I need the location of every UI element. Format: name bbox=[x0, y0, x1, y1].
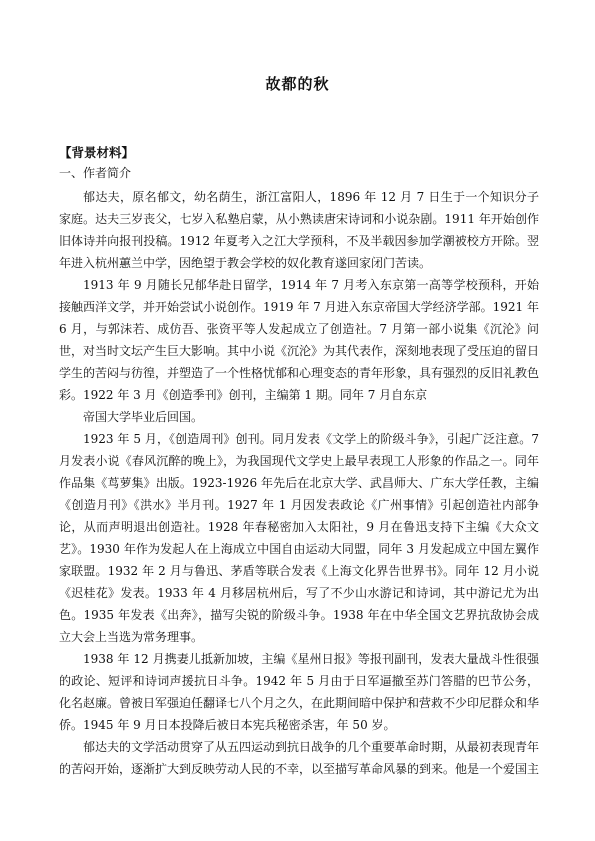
paragraph-5: 1938 年 12 月携妻儿抵新加坡，主编《星州日报》等报刊副刊，发表大量战斗性很强的政论、短评和诗词声援抗日斗争。1942 年 5 月由于日军逼撤至苏门答腊的巴节公务，化名赵廉。曾被日军强迫任翻译七八个月之久，在此期间暗中保护和营救不少印尼群众和华侨。1945 年 9 月日本投降后被日本宪兵秘密杀害，年 50 岁。 bbox=[59, 652, 540, 732]
paragraph-2: 1913 年 9 月随长兄郁华赴日留学，1914 年 7 月考入东京第一高等学校预科，开始接触西洋文学，并开始尝试小说创作。1919 年 7 月进入东京帝国大学经济学部。1921 年 6 月，与郭沫若、成仿吾、张资平等人发起成立了创造社。7 月第一部小说集《沉沦》问世，对当时文坛产生巨大影响。其中小说《沉沦》为其代表作，深刻地表现了受压迫的留日学生的苦闷与彷徨，并塑造了一个性格忧郁和心理变态的青年形象，具有强烈的反旧礼教色彩。1922 年 3 月《创造季刊》创刊，主编第 1 期。同年 7 月自东京 bbox=[59, 278, 540, 402]
paragraph-3: 帝国大学毕业后回国。 bbox=[83, 410, 204, 424]
paragraph-6: 郁达夫的文学活动贯穿了从五四运动到抗日战争的几个重要革命时期，从最初表现青年的苦闷开始，逐渐扩大到反映劳动人民的不幸，以至描写革命风暴的到来。他是一个爱国主 bbox=[59, 740, 540, 776]
subheading-author-intro: 一、作者简介 bbox=[59, 166, 132, 180]
section-heading: 【背景材料】 bbox=[59, 145, 135, 160]
paragraph-4: 1923 年 5 月，《创造周刊》创刊。同月发表《文学上的阶级斗争》，引起广泛注意。7 月发表小说《春风沉醉的晚上》，为我国现代文学史上最早表现工人形象的作品之一。同年作品集《茑萝集》出版。1923-1926 年先后在北京大学、武昌师大、广东大学任教，主编《创造月刊》《洪水》半月刊。1927 年 1 月因发表政论《广州事情》引起创造社内部争论，从而声明退出创造社。1928 年春秘密加入太阳社，9 月在鲁迅支持下主编《大众文艺》。1930 年作为发起人在上海成立中国自由运动大同盟，同年 3 月发起成立中国左翼作家联盟。1932 年 2 月与鲁迅、茅盾等联合发表《上海文化界告世界书》。同年 12 月小说《迟桂花》发表。1933 年 4 月移居杭州后，写了不少山水游记和诗词，其中游记尤为出色。1935 年发表《出奔》，描写尖锐的阶级斗争。1938 年在中华全国文艺界抗敌协会成立大会上当选为常务理事。 bbox=[59, 432, 539, 644]
page-title: 故都的秋 bbox=[265, 75, 330, 93]
document-body bbox=[59, 142, 539, 780]
paragraph-1: 郁达夫，原名郁文，幼名荫生，浙江富阳人，1896 年 12 月 7 日生于一个知识分子家庭。达夫三岁丧父，七岁入私塾启蒙，从小熟读唐宋诗词和小说杂剧。1911 年开始创作旧体诗并向报刊投稿。1912 年夏考入之江大学预科，不及半载因参加学潮被校方开除。翌年进入杭州蕙兰中学，因绝望于教会学校的奴化教育遂回家闭门苦读。 bbox=[59, 190, 539, 270]
